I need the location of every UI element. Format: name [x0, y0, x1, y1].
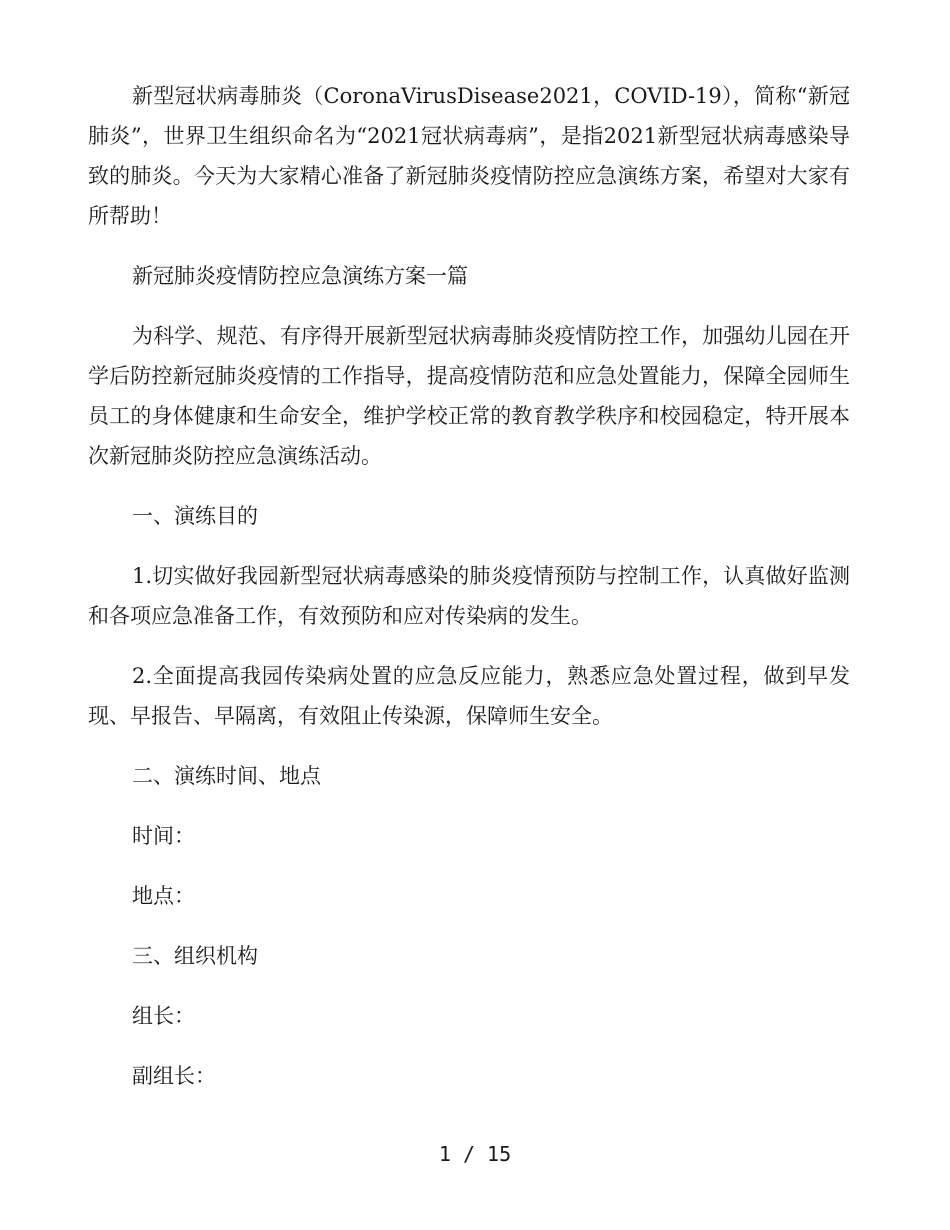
heading-purpose: 一、演练目的	[132, 504, 258, 528]
purpose-item-2: 2.全面提高我园传染病处置的应急反应能力，熟悉应急处置过程，做到早发现、早报告、早隔离，有效阻止传染源，保障师生安全。	[88, 664, 850, 728]
body-paragraph: 为科学、规范、有序得开展新型冠状病毒肺炎疫情防控工作，加强幼儿园在开学后防控新冠肺炎疫情的工作指导，提高疫情防范和应急处置能力，保障全园师生员工的身体健康和生命安全，维护学校正常的教育教学秩序和校园稳定，特开展本次新冠肺炎防控应急演练活动。	[88, 324, 850, 468]
heading-organization: 三、组织机构	[132, 944, 258, 968]
section-title: 新冠肺炎疫情防控应急演练方案一篇	[132, 264, 468, 288]
time-label: 时间：	[132, 824, 195, 848]
page-number: 1 / 15	[438, 1142, 512, 1166]
document-body	[88, 76, 850, 1116]
intro-paragraph: 新型冠状病毒肺炎（CoronaVirusDisease2021，COVID-19），简称“新冠肺炎”，世界卫生组织命名为“2021冠状病毒病”，是指2021新型冠状病毒感染导致的肺炎。今天为大家精心准备了新冠肺炎疫情防控应急演练方案，希望对大家有所帮助！	[88, 84, 850, 228]
leader-label: 组长：	[132, 1004, 195, 1028]
purpose-item-1: 1.切实做好我园新型冠状病毒感染的肺炎疫情预防与控制工作，认真做好监测和各项应急准备工作，有效预防和应对传染病的发生。	[88, 564, 850, 628]
heading-time-place: 二、演练时间、地点	[132, 764, 321, 788]
deputy-leader-label: 副组长：	[132, 1064, 216, 1088]
place-label: 地点：	[132, 884, 195, 908]
